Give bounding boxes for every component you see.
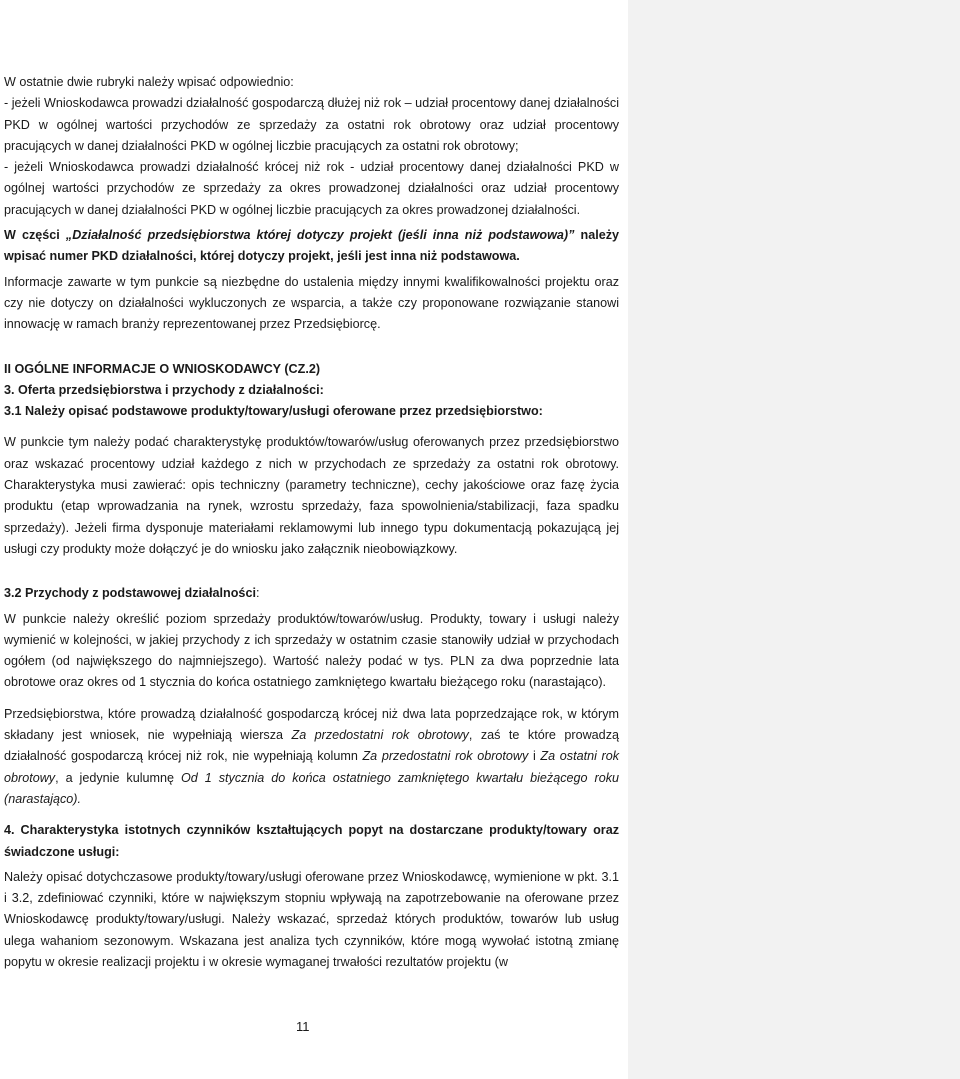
paragraph-4: Należy opisać dotychczasowe produkty/towary/usługi oferowane przez Wnioskodawcę, wymienione w pkt. 3.1 i 3.2, zdefiniować czynniki, które w największym stopniu wpływają na zapotrzebowanie na oferowane przez Wnioskodawcę produkty/towary/usługi. Należy wskazać, sprzedaż których produktów, towarów lub usług ulega wahaniom sezonowym. Wskazana jest analiza tych czynników, które mogą wywołać istotną zmianę popytu w okresie realizacji projektu i w okresie wymaganej trwałości rezultatów projektu (w: [4, 869, 619, 969]
part-note: [4, 225, 619, 268]
intro-lead: W ostatnie dwie rubryki należy wpisać odpowiednio:: [4, 75, 294, 89]
paragraph-3-1: W punkcie tym należy podać charakterystykę produktów/towarów/usług oferowanych przez przedsiębiorstwo oraz wskazać procentowy udział każdego z nich w przychodach ze sprzedaży za ostatni rok obrotowy. Charakterystyka musi zawierać: opis techniczny (parametry techniczne), cechy jakościowe oraz fazę życia produktu (etap wprowadzania na rynek, wzrostu sprzedaży, faza spowolnienia/stabilizacji, faza spadku sprzedaży). Jeżeli firma dysponuje materiałami reklamowymi lub innego typu dokumentacją pokazującą jej usługi czy produkty może dołączyć je do wniosku jako załącznik nieobowiązkowy.: [4, 435, 619, 556]
part-note-prefix: W części: [4, 228, 66, 243]
heading-3: 3. Oferta przedsiębiorstwa i przychody z działalności:: [4, 382, 324, 397]
info-paragraph: Informacje zawarte w tym punkcie są niezbędne do ustalenia między innymi kwalifikowalności projektu oraz czy nie dotyczy on działalności wykluczonych ze wsparcia, a także czy proponowane rozwiązanie stanowi innowację w ramach branży reprezentowanej przez Przedsiębiorcę.: [4, 274, 619, 332]
p32b-text-1: Przedsiębiorstwa, które prowadzą działalność gospodarczą krócej niż dwa lata poprzedzające rok, w którym składany jest wniosek, nie wypełniają wiersza: [4, 706, 619, 743]
p32b-italic-4: Od 1 stycznia do końca ostatniego zamkniętego kwartału bieżącego roku (narastająco).: [4, 770, 619, 806]
p32b-italic-1: Za przedostatni rok obrotowy: [291, 728, 469, 743]
document-body: [4, 72, 619, 973]
heading-3-2: [4, 583, 619, 604]
part-note-suffix: należy wpisać numer PKD działalności, której dotyczy projekt, jeśli jest inna niż podstawowa.: [4, 228, 619, 264]
part-note-italic: „Działalność przedsiębiorstwa której dotyczy projekt (jeśli inna niż podstawowa)”: [65, 228, 575, 243]
heading-3-2-text: 3.2 Przychody z podstawowej działalności: [4, 586, 256, 601]
p32b-text-2: , zaś te które prowadzą działalność gospodarczą krócej niż rok, nie wypełniają kolumn: [4, 728, 619, 764]
heading-4: 4. Charakterystyka istotnych czynników kształtujących popyt na dostarczane produkty/towary oraz świadczone usługi:: [4, 823, 619, 859]
heading-3-1: 3.1 Należy opisać podstawowe produkty/towary/usługi oferowane przez przedsiębiorstwo:: [4, 404, 543, 419]
p32b-italic-3: Za ostatni rok obrotowy: [4, 749, 620, 785]
section-title: II OGÓLNE INFORMACJE O WNIOSKODAWCY (CZ.2): [4, 361, 321, 376]
heading-3-2-colon: :: [255, 586, 260, 601]
comment-margin-pane: [628, 0, 960, 1079]
page-number: 11: [296, 1019, 310, 1034]
p32b-text-4: , a jedynie kulumnę: [55, 770, 182, 785]
intro-item-2: - jeżeli Wnioskodawca prowadzi działalność krócej niż rok - udział procentowy danej działalności PKD w ogólnej wartości przychodów ze sprzedaży za okres prowadzonej działalności oraz udział procentowy pracujących w danej działalności PKD w ogólnej liczbie pracujących za okres prowadzonej działalności.: [4, 160, 619, 217]
intro-item-1: - jeżeli Wnioskodawca prowadzi działalność gospodarczą dłużej niż rok – udział procentowy danej działalności PKD w ogólnej wartości przychodów ze sprzedaży za ostatni rok obrotowy oraz udział procentowy pracujących w danej działalności PKD w ogólnej liczbie pracujących za ostatni rok obrotowy;: [4, 96, 619, 153]
paragraph-3-2b: [4, 704, 619, 810]
paragraph-3-2a: W punkcie należy określić poziom sprzedaży produktów/towarów/usług. Produkty, towary i usługi należy wymienić w kolejności, w jakiej przychody z ich sprzedaży w ostatnim czasie stanowiły udział w przychodach ogółem (od największego do najmniejszego). Wartość należy podać w tys. PLN za dwa poprzednie lata obrotowe oraz okres od 1 stycznia do końca ostatniego zamkniętego kwartału bieżącego roku (narastająco).: [4, 611, 619, 690]
p32b-italic-2: Za przedostatni rok obrotowy: [362, 749, 529, 764]
p32b-text-3: i: [528, 749, 541, 764]
